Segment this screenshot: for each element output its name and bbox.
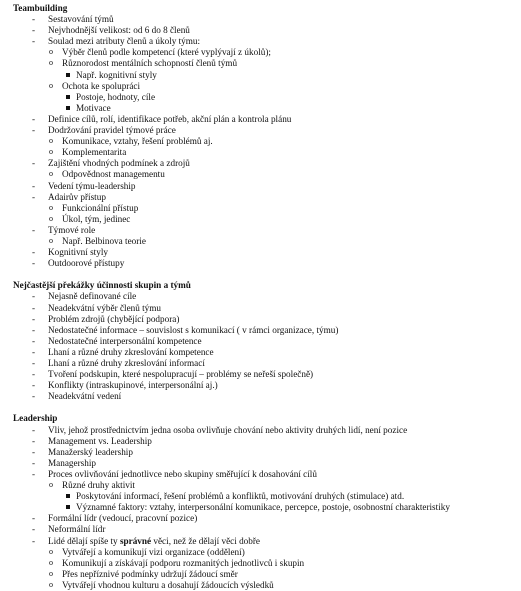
list-item: o Odpovědnost managementu [48,169,521,180]
list-item [48,480,521,513]
text-run: Lidé dělají spíše ty [48,535,120,546]
list-item: - Nejasně definované cíle [13,291,521,302]
sublist [48,169,521,180]
sublist [48,547,521,591]
list-item: - Nedostatečné informace – souvislost s komunikací ( v rámci organizace, týmu) [13,325,521,336]
list-item: Významné faktory: vztahy, interpersonální komunikace, percepce, postoje, osobnostní charakteristiky [62,502,521,513]
list-item: - Formální lídr (vedoucí, pracovní pozice) [13,513,521,524]
emphasis-text: správné [119,535,152,546]
list-item: o Vytvářejí a komunikují vizi organizace (oddělení) [48,547,521,558]
section-title-teambuilding: Teambuilding [13,3,68,13]
list-item [13,225,521,247]
list-item: - Vedení týmu-leadership [13,181,521,192]
list-item: - Nedostatečné interpersonální kompetence [13,336,521,347]
list-item: - Konflikty (intraskupinové, interpersonální aj.) [13,380,521,391]
list-item: o Úkol, tým, jedinec [48,214,521,225]
section-title-obstacles: Nejčastější překážky účinnosti skupin a týmů [13,280,191,291]
list-item-label: Týmové role [48,224,96,235]
sublist [48,203,521,225]
list-item [13,158,521,180]
sublist [62,70,521,81]
list-item: - Neformální lídr [13,524,521,535]
text-run: věci, než že dělají věci dobře [151,535,261,546]
list-item: - Kognitivní styly [13,247,521,258]
list-item [13,125,521,158]
list-item-label: Různé druhy aktivit [62,480,135,491]
list-item [13,469,521,513]
list-item-label: Různorodost mentálních schopností členů týmů [62,58,238,69]
list-item-label: Ochota ke spolupráci [62,80,141,91]
list-item: - Tvoření podskupin, které nespolupracují – problémy se neřeší společně) [13,369,521,380]
sublist [48,236,521,247]
list-item: - Manažerský leadership [13,447,521,458]
list-item: Motivace [62,103,521,114]
list-item [13,192,521,225]
list-item: - Outdoorové přístupy [13,258,521,269]
list-item: - Nejvhodnější velikost: od 6 do 8 členů [13,25,521,36]
list-item: - Lhaní a různé druhy zkreslování informací [13,358,521,369]
teambuilding-list [13,14,521,269]
spacer [13,269,521,280]
leadership-list [13,425,521,591]
obstacles-list [13,291,521,402]
list-item [13,536,521,591]
list-item: - Lhaní a různé druhy zkreslování kompetence [13,347,521,358]
list-item [48,58,521,80]
list-item: o Přes nepříznivé podmínky udržují žádoucí směr [48,569,521,580]
list-item: - Management vs. Leadership [13,436,521,447]
sublist [62,92,521,114]
sublist [48,480,521,513]
list-item: o Komunikují a získávají podporu rozmanitých jednotlivců i skupin [48,558,521,569]
section-title-leadership: Leadership [13,413,58,424]
list-item [13,36,521,114]
spacer [13,402,521,413]
list-item: o Např. Belbinova teorie [48,236,521,247]
list-item: - Neadekvátní výběr členů týmu [13,303,521,314]
list-item-label [48,536,260,546]
list-item: o Výběr členů podle kompetencí (které vyplývají z úkolů); [48,47,521,58]
list-item: o Vytvářejí vhodnou kulturu a dosahují žádoucích výsledků [48,580,521,591]
list-item-label: Soulad mezi atributy členů a úkoly týmu: [48,36,201,47]
sublist [48,47,521,114]
list-item: o Komunikace, vztahy, řešení problémů aj. [48,136,521,147]
list-item-label: Adairův přístup [48,191,106,202]
list-item-label: Zajištění vhodných podmínek a zdrojů [48,158,190,169]
list-item-label: Dodržování pravidel týmové práce [48,125,176,136]
list-item: o Funkcionální přístup [48,203,521,214]
sublist [48,136,521,158]
list-item: - Definice cílů, rolí, identifikace potřeb, akční plán a kontrola plánu [13,114,521,125]
list-item: - Sestavování týmů [13,14,521,25]
list-item [48,81,521,114]
sublist [62,491,521,513]
list-item: - Managership [13,458,521,469]
list-item: - Problém zdrojů (chybějící podpora) [13,314,521,325]
list-item: Postoje, hodnoty, cíle [62,92,521,103]
list-item: Poskytování informací, řešení problémů a konfliktů, motivování druhých (stimulace) atd. [62,491,521,502]
list-item-label: Proces ovlivňování jednotlivce nebo skupiny směřující k dosahování cílů [48,468,317,479]
list-item: Např. kognitivní styly [62,70,521,81]
list-item: - Vliv, jehož prostřednictvím jedna osoba ovlivňuje chování nebo aktivity druhých lidí, není pozice [13,425,521,436]
list-item: o Komplementarita [48,147,521,158]
list-item: - Neadekvátní vedení [13,391,521,402]
